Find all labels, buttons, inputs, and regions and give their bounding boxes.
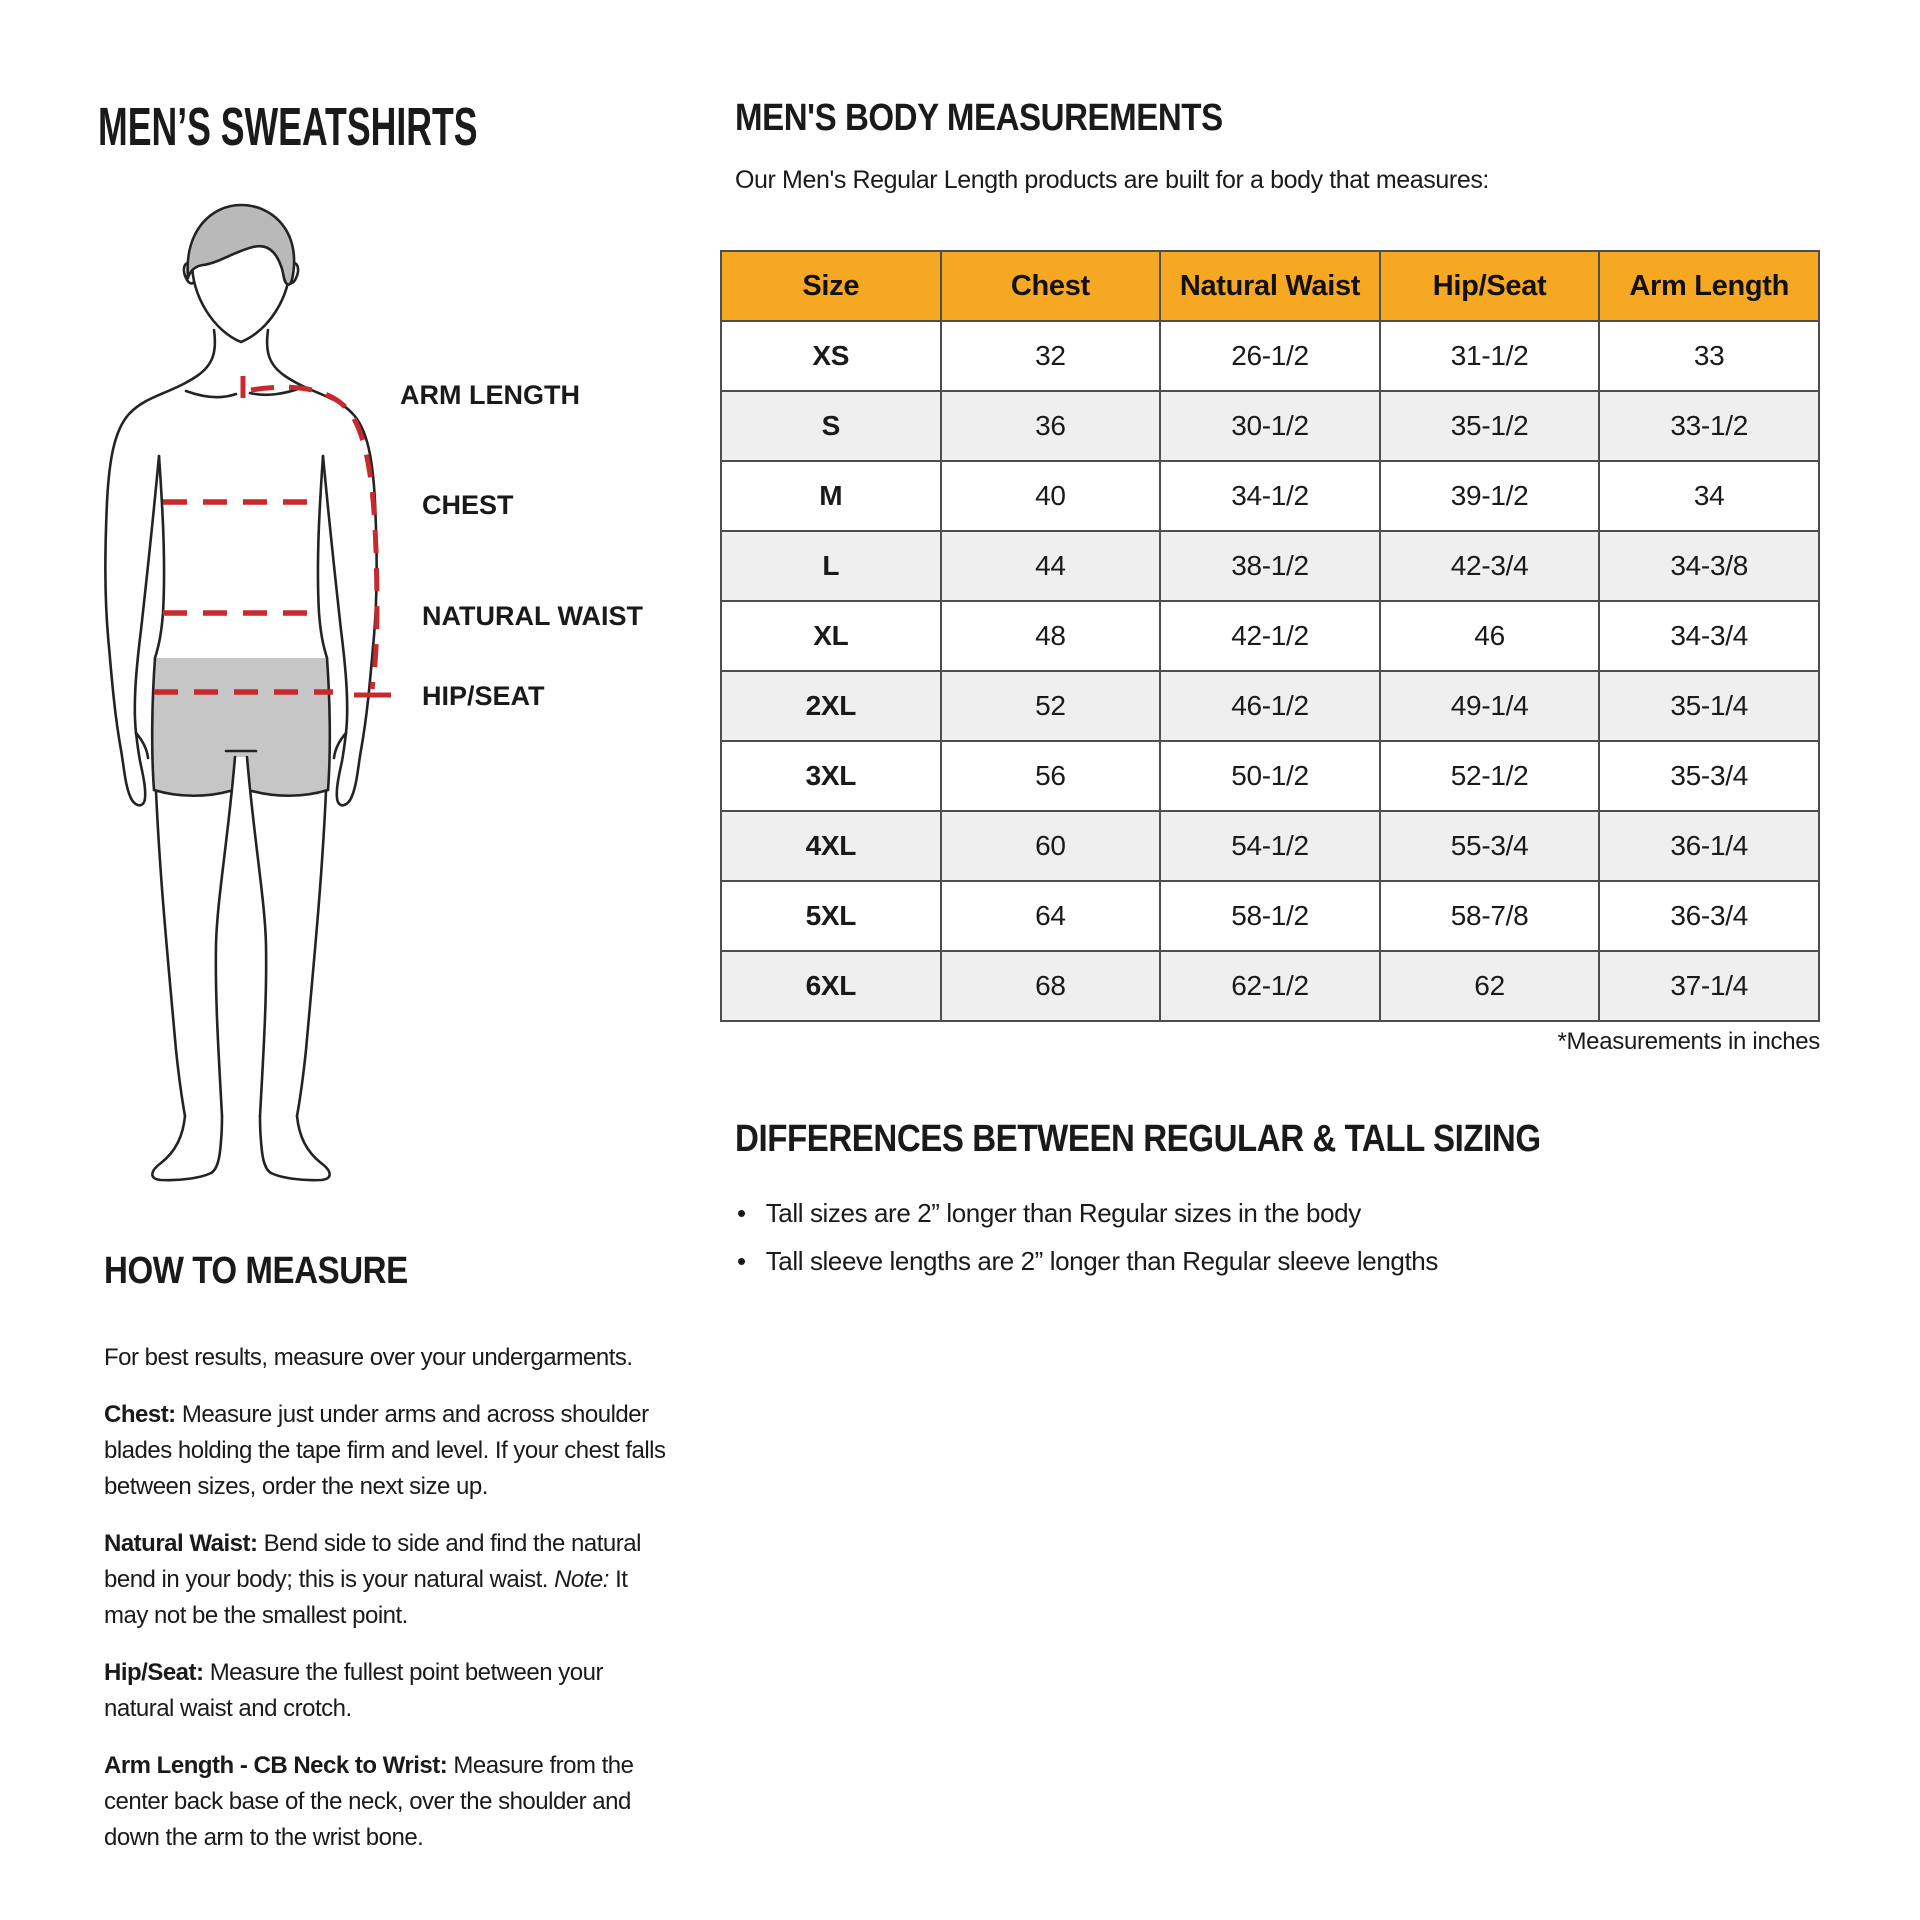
measurement-cell: 46 xyxy=(1380,601,1600,671)
measure-instruction-chest xyxy=(104,1397,674,1505)
how-to-measure-heading: HOW TO MEASURE xyxy=(104,1250,408,1292)
shoulder-right xyxy=(285,376,352,413)
leg-right-inner xyxy=(247,757,266,1116)
measurement-cell: 31-1/2 xyxy=(1380,321,1600,391)
instruction-segment-bold: Natural Waist: xyxy=(104,1530,264,1557)
table-row-l xyxy=(721,531,1819,601)
instruction-segment-normal: Measure just under arms and across shoulder blades holding the tape firm and level. If your chest falls between sizes, order the next size up. xyxy=(104,1401,666,1500)
size-cell: 3XL xyxy=(721,741,941,811)
measurement-cell: 34-3/4 xyxy=(1599,601,1819,671)
how-to-measure-body xyxy=(104,1340,674,1877)
measurement-cell: 52 xyxy=(941,671,1161,741)
shorts-shape xyxy=(152,658,330,796)
table-row-6xl xyxy=(721,951,1819,1021)
table-row-2xl xyxy=(721,671,1819,741)
table-row-3xl xyxy=(721,741,1819,811)
instruction-segment-normal: It may not be the smallest point. xyxy=(104,1566,628,1629)
table-row-m xyxy=(721,461,1819,531)
body-measurements-table xyxy=(720,250,1820,1022)
figure-label-arm-length: ARM LENGTH xyxy=(400,380,580,410)
instruction-segment-normal: Measure from the center back base of the neck, over the shoulder and down the arm to the wrist bone. xyxy=(104,1752,634,1851)
measurement-cell: 55-3/4 xyxy=(1380,811,1600,881)
column-header-chest: Chest xyxy=(941,251,1161,321)
shoulder-left xyxy=(130,376,197,413)
measurement-cell: 52-1/2 xyxy=(1380,741,1600,811)
foot-right xyxy=(260,1116,330,1180)
measurement-guide-lines xyxy=(154,376,391,695)
column-header-arm-length: Arm Length xyxy=(1599,251,1819,321)
figure-label-chest: CHEST xyxy=(422,490,514,520)
body-figure-svg xyxy=(100,200,680,1210)
measurement-cell: 34 xyxy=(1599,461,1819,531)
measurement-cell: 36-3/4 xyxy=(1599,881,1819,951)
size-cell: XL xyxy=(721,601,941,671)
measure-instruction-natural-waist xyxy=(104,1526,674,1634)
table-row-5xl xyxy=(721,881,1819,951)
measurement-cell: 58-7/8 xyxy=(1380,881,1600,951)
leg-left-inner xyxy=(216,757,235,1116)
measurement-cell: 34-1/2 xyxy=(1160,461,1380,531)
measurements-footnote: *Measurements in inches xyxy=(1557,1028,1820,1055)
body-figure xyxy=(100,200,680,1210)
leg-right-outer xyxy=(297,791,326,1116)
measurement-cell: 56 xyxy=(941,741,1161,811)
measurement-cell: 60 xyxy=(941,811,1161,881)
column-header-size: Size xyxy=(721,251,941,321)
column-header-natural-waist: Natural Waist xyxy=(1160,251,1380,321)
measurement-cell: 62 xyxy=(1380,951,1600,1021)
neck-right xyxy=(267,330,285,376)
instruction-segment-italic: Note: xyxy=(554,1566,609,1593)
size-cell: 6XL xyxy=(721,951,941,1021)
figure-label-hip-seat: HIP/SEAT xyxy=(422,681,545,711)
size-cell: 5XL xyxy=(721,881,941,951)
measure-instruction-hip-seat xyxy=(104,1655,674,1727)
measurement-cell: 26-1/2 xyxy=(1160,321,1380,391)
instruction-segment-bold: Arm Length - CB Neck to Wrist: xyxy=(104,1752,454,1779)
table-row-xl xyxy=(721,601,1819,671)
measurement-cell: 58-1/2 xyxy=(1160,881,1380,951)
size-cell: M xyxy=(721,461,941,531)
measurement-cell: 36 xyxy=(941,391,1161,461)
measurement-cell: 50-1/2 xyxy=(1160,741,1380,811)
arm-length-dash-line xyxy=(251,387,377,689)
measurement-cell: 35-1/2 xyxy=(1380,391,1600,461)
body-measurements-heading: MEN'S BODY MEASUREMENTS xyxy=(735,97,1223,139)
measurement-cell: 48 xyxy=(941,601,1161,671)
size-cell: L xyxy=(721,531,941,601)
body-measurements-intro: Our Men's Regular Length products are built for a body that measures: xyxy=(735,166,1489,194)
foot-left xyxy=(152,1116,222,1180)
tall-sizing-bullet xyxy=(737,1198,1438,1229)
measure-instruction-arm-length xyxy=(104,1748,674,1856)
instruction-segment-bold: Chest: xyxy=(104,1401,182,1428)
instruction-segment-bold: Hip/Seat: xyxy=(104,1659,210,1686)
figure-label-natural-waist: NATURAL WAIST xyxy=(422,601,643,631)
size-cell: 4XL xyxy=(721,811,941,881)
arm-left-outer xyxy=(105,413,145,805)
measurement-cell: 49-1/4 xyxy=(1380,671,1600,741)
measurement-cell: 42-3/4 xyxy=(1380,531,1600,601)
neck-left xyxy=(197,330,215,376)
measurement-cell: 54-1/2 xyxy=(1160,811,1380,881)
measurement-cell: 37-1/4 xyxy=(1599,951,1819,1021)
measurement-cell: 33-1/2 xyxy=(1599,391,1819,461)
table-row-s xyxy=(721,391,1819,461)
column-header-hip-seat: Hip/Seat xyxy=(1380,251,1600,321)
table-row-4xl xyxy=(721,811,1819,881)
size-cell: XS xyxy=(721,321,941,391)
bullet-dot-icon: • xyxy=(737,1246,746,1276)
measurement-cell: 44 xyxy=(941,531,1161,601)
bullet-dot-icon: • xyxy=(737,1198,746,1228)
collarbone-left xyxy=(186,391,236,397)
measurement-cell: 39-1/2 xyxy=(1380,461,1600,531)
measurement-cell: 64 xyxy=(941,881,1161,951)
measurement-cell: 68 xyxy=(941,951,1161,1021)
measurement-cell: 35-1/4 xyxy=(1599,671,1819,741)
differences-heading: DIFFERENCES BETWEEN REGULAR & TALL SIZING xyxy=(735,1118,1541,1160)
size-cell: 2XL xyxy=(721,671,941,741)
leg-left-outer xyxy=(156,791,185,1116)
bullet-text: Tall sleeve lengths are 2” longer than Regular sleeve lengths xyxy=(765,1246,1438,1276)
bullet-text: Tall sizes are 2” longer than Regular sizes in the body xyxy=(765,1198,1361,1228)
measurement-cell: 40 xyxy=(941,461,1161,531)
measurement-cell: 32 xyxy=(941,321,1161,391)
measurement-cell: 34-3/8 xyxy=(1599,531,1819,601)
instruction-segment-normal: Bend side to side and find the natural bend in your body; this is your natural waist. xyxy=(104,1530,641,1593)
table-header-row xyxy=(721,251,1819,321)
measurement-cell: 42-1/2 xyxy=(1160,601,1380,671)
measurement-cell: 46-1/2 xyxy=(1160,671,1380,741)
measurement-cell: 30-1/2 xyxy=(1160,391,1380,461)
measurement-cell: 36-1/4 xyxy=(1599,811,1819,881)
page-title: MEN’S SWEATSHIRTS xyxy=(98,97,478,157)
tall-sizing-bullet-list xyxy=(737,1198,1438,1294)
measurement-cell: 33 xyxy=(1599,321,1819,391)
measurement-cell: 35-3/4 xyxy=(1599,741,1819,811)
size-cell: S xyxy=(721,391,941,461)
tall-sizing-bullet xyxy=(737,1246,1438,1277)
measurement-cell: 38-1/2 xyxy=(1160,531,1380,601)
instruction-segment-normal: Measure the fullest point between your natural waist and crotch. xyxy=(104,1659,603,1722)
measurement-cell: 62-1/2 xyxy=(1160,951,1380,1021)
table-row-xs xyxy=(721,321,1819,391)
how-to-measure-intro: For best results, measure over your undergarments. xyxy=(104,1344,633,1371)
